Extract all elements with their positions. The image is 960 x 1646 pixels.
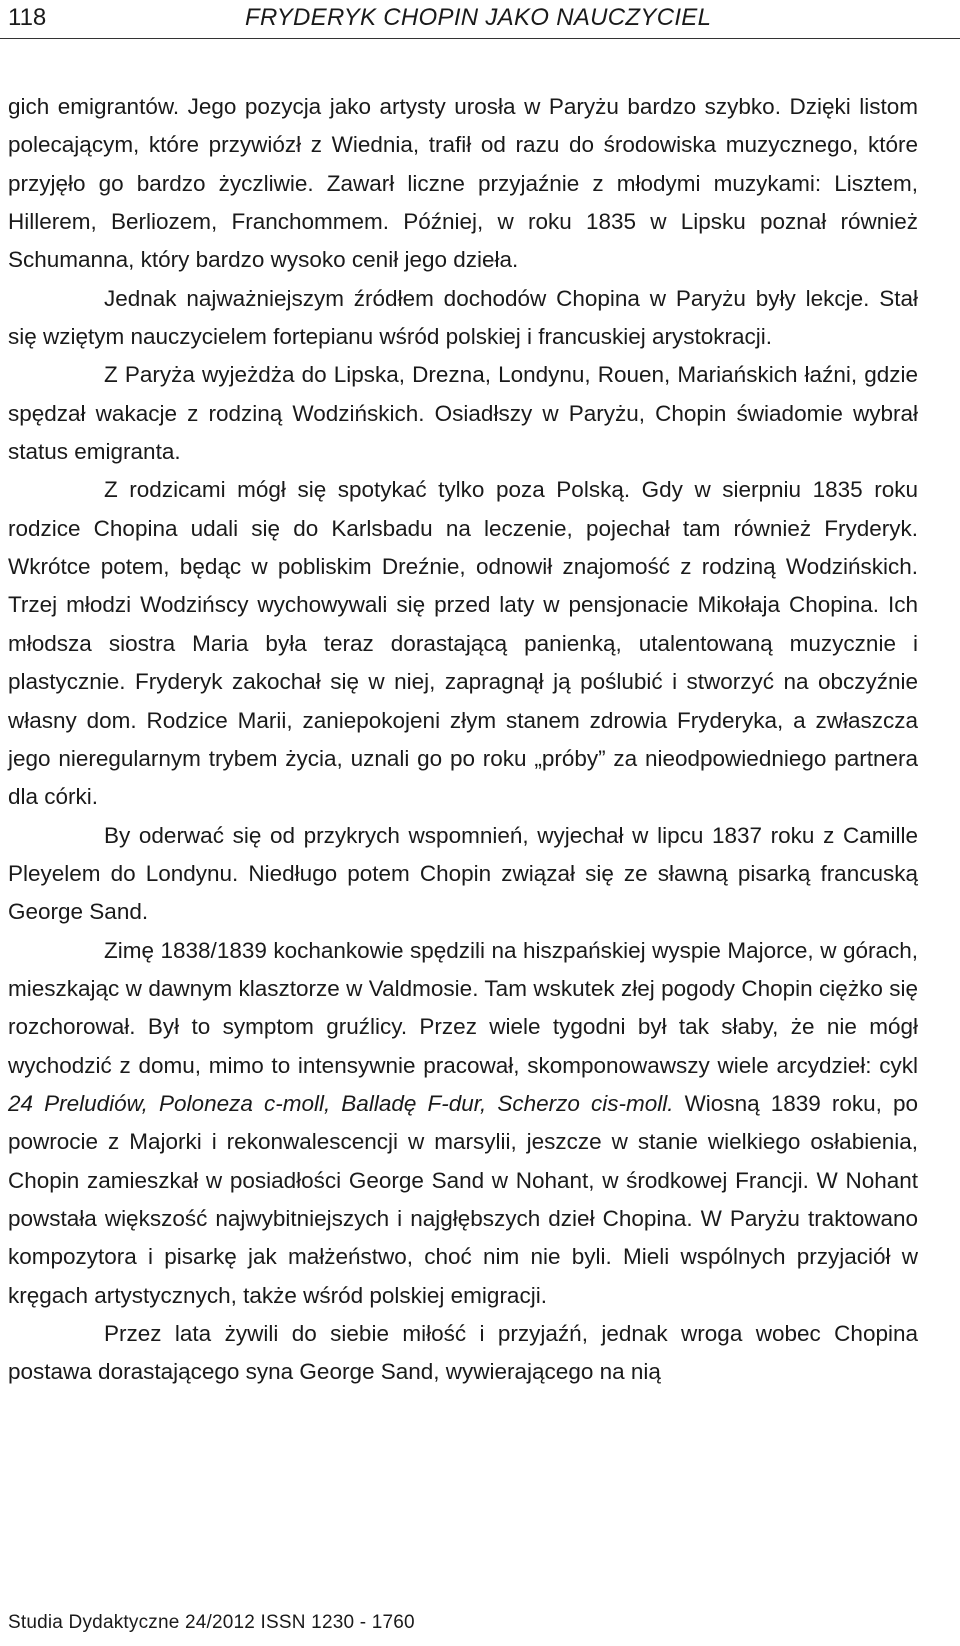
paragraph-3: Z Paryża wyjeżdża do Lipska, Drezna, Londynu, Rouen, Mariańskich łaźni, gdzie spędzał wakacje z rodziną Wodzińskich. Osiadłszy w Paryżu, Chopin świadomie wybrał status emigranta. <box>8 362 918 465</box>
paragraph-2: Jednak najważniejszym źródłem dochodów Chopina w Paryżu były lekcje. Stał się wziętym nauczycielem fortepianu wśród polskiej i francuskiej arystokracji. <box>8 285 918 350</box>
page-footer: Studia Dydaktyczne 24/2012 ISSN 1230 - 1760 <box>8 1612 415 1633</box>
header-rule <box>0 38 960 39</box>
page-number: 118 <box>8 4 47 31</box>
paragraph-7: Przez lata żywili do siebie miłość i przyjaźń, jednak wroga wobec Chopina postawa dorastającego syna George Sand, wywierającego na nią <box>8 1321 918 1385</box>
paragraph-4: Z rodzicami mógł się spotykać tylko poza Polską. Gdy w sierpniu 1835 roku rodzice Chopina udali się do Karlsbadu na leczenie, pojechał tam również Fryderyk. Wkrótce potem, będąc w pobliskim Dreźnie, odnowił znajomość z rodziną Wodzińskich. Trzej młodzi Wodzińscy wychowywali się przed laty w pensjonacie Mikołaja Chopina. Ich młodsza siostra Maria była teraz dorastającą panienką, utalentowaną muzycznie i plastycznie. Fryderyk zakochał się w niej, zapragnął ją poślubić i stworzyć na obczyźnie własny dom. Rodzice Marii, zaniepokojeni złym stanem zdrowia Fryderyka, a zwłaszcza jego nieregularnym trybem życia, uznali go po roku „próby” za nieodpowiedniego partnera dla córki. <box>8 477 918 810</box>
paragraph-1: gich emigrantów. Jego pozycja jako artysty urosła w Paryżu bardzo szybko. Dzięki listom polecającym, które przywiózł z Wiednia, trafił od razu do środowiska muzycznego, które przyjęło go bardzo życzliwie. Zawarł liczne przyjaźnie z młodymi muzykami: Lisztem, Hillerem, Berliozem, Franchommem. Później, w roku 1835 w Lipsku poznał również Schumanna, który bardzo wysoko cenił jego dzieła. <box>8 94 918 273</box>
running-title: FRYDERYK CHOPIN JAKO NAUCZYCIEL <box>245 4 712 31</box>
paragraph-6-part-2: Wiosną 1839 roku, po powrocie z Majorki i rekonwalescencji w marsylii, jeszcze w stanie wielkiego osłabienia, Chopin zamieszkał w posiadłości George Sand w Nohant, w środkowej Francji. W Nohant powstała większość najwybitniejszych i najgłębszych dzieł Chopina. W Paryżu traktowano kompozytora i pisarkę jak małżeństwo, choć nim nie byli. Mieli wspólnych przyjaciół w kręgach artystycznych, także wśród polskiej emigracji. <box>8 1090 918 1308</box>
page-header <box>0 0 960 46</box>
works-list-italic: 24 Preludiów, Poloneza c-moll, Balladę F-dur, Scherzo cis-moll. <box>8 1090 674 1116</box>
paragraph-6-part-1: Zimę 1838/1839 kochankowie spędzili na hiszpańskiej wyspie Majorce, w górach, mieszkając w dawnym klasztorze w Valdmosie. Tam wskutek złej pogody Chopin ciężko się rozchorował. Był to symptom gruźlicy. Przez wiele tygodni był tak słaby, że nie mógł wychodzić z domu, mimo to intensywnie pracował, skomponowawszy wiele arcydzieł: cykl <box>8 937 918 1078</box>
paragraph-5: By oderwać się od przykrych wspomnień, wyjechał w lipcu 1837 roku z Camille Pleyelem do Londynu. Niedługo potem Chopin związał się ze sławną pisarką francuską George Sand. <box>8 822 918 925</box>
body-text <box>8 88 918 1392</box>
paragraph-6 <box>8 932 918 1315</box>
